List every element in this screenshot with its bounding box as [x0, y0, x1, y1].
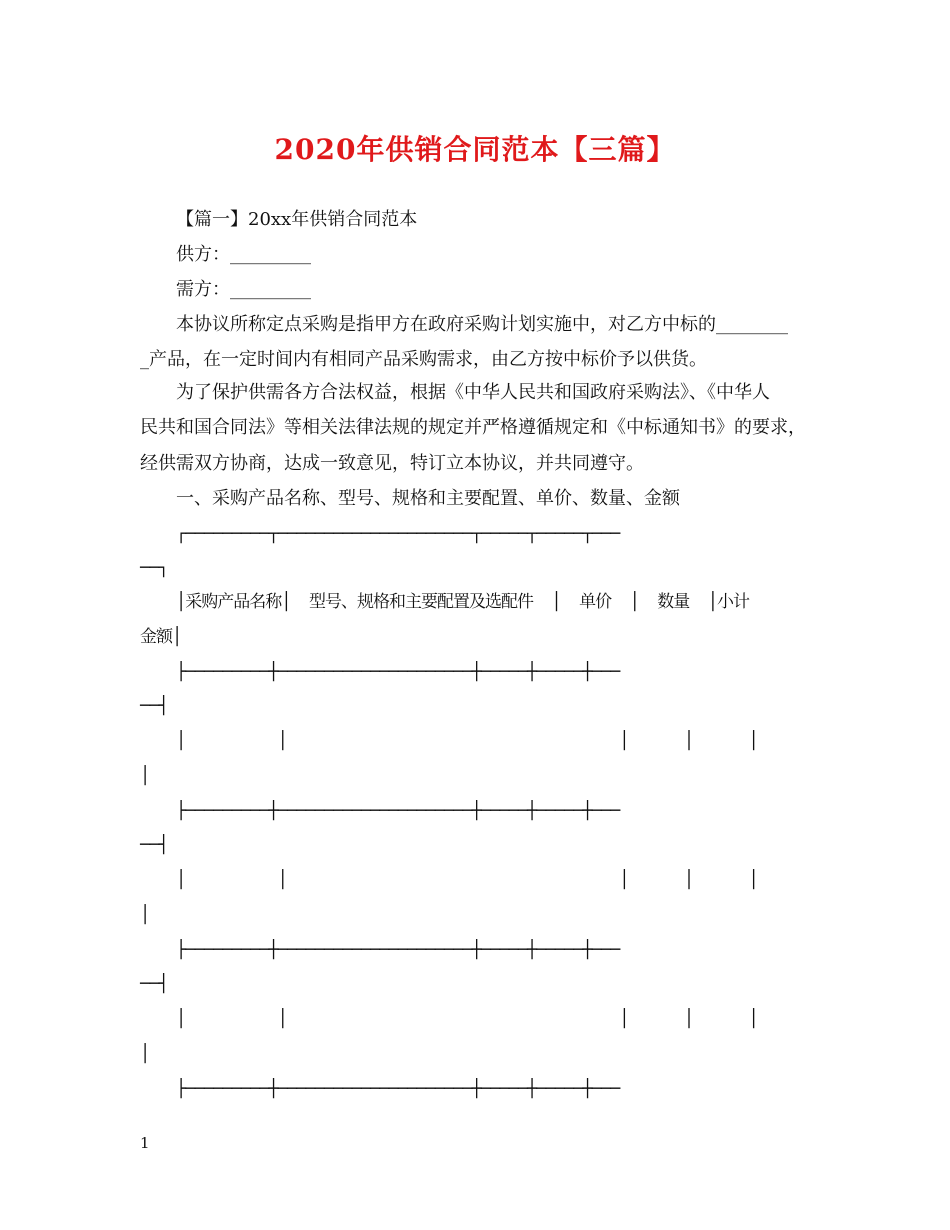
section-heading: 【篇一】20xx年供销合同范本 — [176, 209, 418, 230]
table-row: │ │ │ │ │ — [176, 870, 758, 890]
table-header-wrap: 金额│ — [140, 627, 182, 647]
table-row: │ │ │ │ │ — [176, 731, 758, 751]
paragraph-line: 为了保护供需各方合法权益，根据《中华人民共和国政府采购法》、《中华人 — [176, 382, 770, 403]
table-row-wrap: │ — [140, 766, 150, 786]
table-header-row: │采购产品名称│ 型号、规格和主要配置及选配件 │ 单价 │ 数量 │小计 — [176, 592, 749, 612]
table-mid-border: ├─────────┼─────────────────────┼─────┼─────┼─── — [176, 940, 620, 960]
paragraph-line: 民共和国合同法》等相关法律法规的规定并严格遵循规定和《中标通知书》的要求， — [140, 417, 806, 438]
table-row-wrap: │ — [140, 905, 150, 925]
page-number: 1 — [140, 1134, 150, 1152]
table-border-wrap: ──┤ — [140, 696, 168, 716]
table-border-wrap: ──┐ — [140, 558, 168, 578]
table-row-wrap: │ — [140, 1044, 150, 1064]
paragraph-line: 本协议所称定点采购是指甲方在政府采购计划实施中，对乙方中标的________ — [176, 314, 788, 335]
table-mid-border: ├─────────┼─────────────────────┼─────┼─────┼─── — [176, 662, 620, 682]
table-mid-border: ├─────────┼─────────────────────┼─────┼─────┼─── — [176, 801, 620, 821]
document-title: 2020年供销合同范本【三篇】 — [274, 133, 676, 166]
paragraph-line: _产品，在一定时间内有相同产品采购需求，由乙方按中标价予以供货。 — [140, 349, 707, 370]
clause-heading: 一、采购产品名称、型号、规格和主要配置、单价、数量、金额 — [176, 488, 680, 509]
buyer-line: 需方：_________ — [176, 279, 311, 300]
table-top-border: ┌─────────┬─────────────────────┬─────┬─────┬─── — [176, 524, 620, 544]
table-border-wrap: ──┤ — [140, 835, 168, 855]
table-mid-border: ├─────────┼─────────────────────┼─────┼─────┼─── — [176, 1079, 620, 1099]
table-row: │ │ │ │ │ — [176, 1009, 758, 1029]
supplier-line: 供方：_________ — [176, 244, 311, 265]
table-border-wrap: ──┤ — [140, 974, 168, 994]
paragraph-line: 经供需双方协商，达成一致意见，特订立本协议，并共同遵守。 — [140, 453, 644, 474]
